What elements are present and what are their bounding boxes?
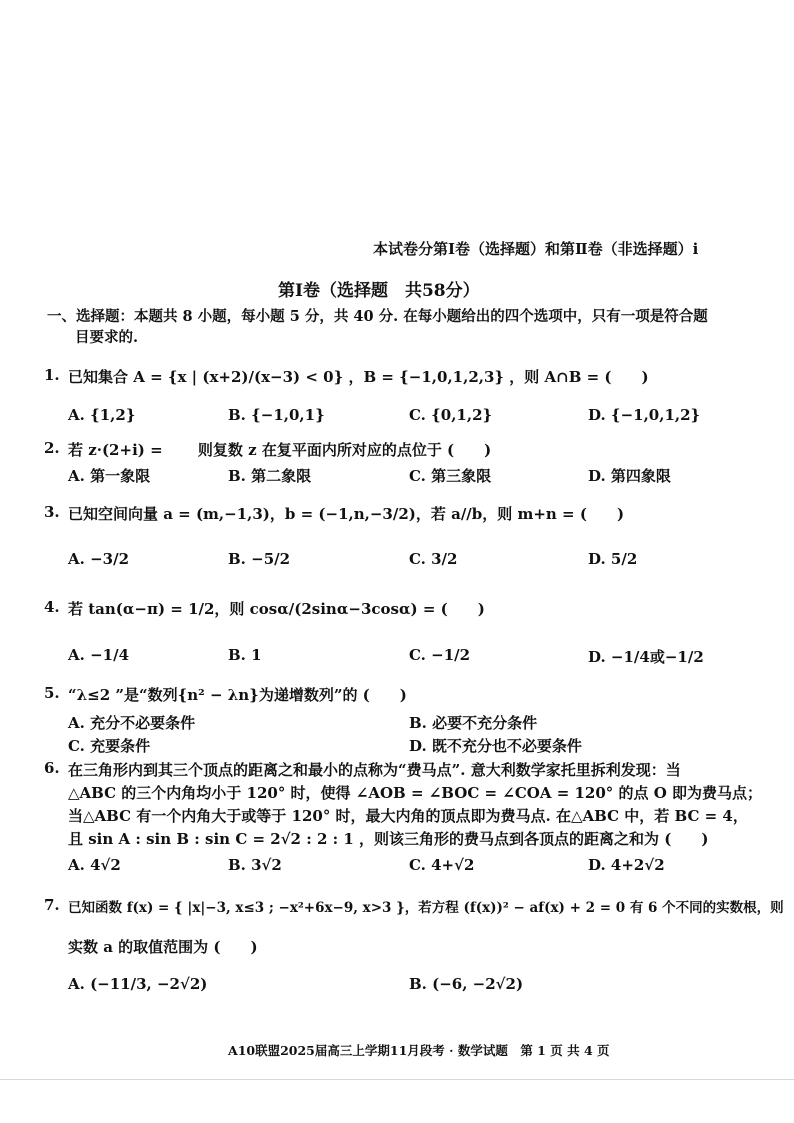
- option-b[interactable]: B. 3√2: [228, 856, 282, 874]
- question-stem-line2: △ABC 的三个内角均小于 120° 时，使得 ∠AOB = ∠BOC = ∠COA = 120° 的点 O 即为费马点；: [68, 784, 763, 802]
- option-a[interactable]: A. {1,2}: [68, 406, 136, 424]
- option-a[interactable]: A. 4√2: [68, 856, 121, 874]
- option-a[interactable]: A. −3/2: [68, 550, 130, 568]
- question-number: 2.: [44, 439, 60, 457]
- question-number: 1.: [44, 366, 60, 384]
- option-b[interactable]: B. 第二象限: [228, 467, 312, 485]
- option-c[interactable]: C. {0,1,2}: [409, 406, 493, 424]
- question-number: 3.: [44, 503, 60, 521]
- question-stem-line3: 当△ABC 有一个内角大于或等于 120° 时，最大内角的顶点即为费马点. 在△ABC 中，若 BC = 4，: [68, 807, 748, 825]
- question-stem-line4: 且 sin A : sin B : sin C = 2√2 : 2 : 1 ，则该三角形的费马点到各顶点的距离之和为 ( ): [68, 830, 709, 848]
- option-c[interactable]: C. 充要条件: [68, 737, 151, 755]
- question-stem: “λ≤2 ”是“数列{n² − λn}为递增数列”的 ( ): [68, 686, 407, 704]
- option-b[interactable]: B. 必要不充分条件: [409, 714, 538, 732]
- option-b[interactable]: B. {−1,0,1}: [228, 406, 325, 424]
- option-a[interactable]: A. (−11/3, −2√2): [68, 975, 208, 993]
- option-d[interactable]: D. {−1,0,1,2}: [588, 406, 701, 424]
- option-a[interactable]: A. 第一象限: [68, 467, 151, 485]
- option-d[interactable]: D. 既不充分也不必要条件: [409, 737, 582, 755]
- question-stem-line1: 在三角形内到其三个顶点的距离之和最小的点称为“费马点”. 意大利数学家托里拆利发现：当: [68, 761, 681, 779]
- divider: [0, 1079, 794, 1080]
- option-d[interactable]: D. −1/4或−1/2: [588, 648, 704, 666]
- option-d[interactable]: D. 4+2√2: [588, 856, 665, 874]
- question-stem: 若 z·(2+i) = 则复数 z 在复平面内所对应的点位于 ( ): [68, 441, 492, 459]
- part-title: 第Ⅰ卷（选择题 共58分）: [278, 281, 480, 301]
- option-c[interactable]: C. 4+√2: [409, 856, 475, 874]
- page-footer: A10联盟2025届高三上学期11月段考 · 数学试题 第 1 页 共 4 页: [228, 1043, 610, 1058]
- section-instruction-line1: 一、选择题：本题共 8 小题，每小题 5 分，共 40 分. 在每小题给出的四个选项中，只有一项是符合题: [47, 308, 708, 325]
- question-number: 6.: [44, 759, 60, 777]
- option-b[interactable]: B. 1: [228, 646, 262, 664]
- option-a[interactable]: A. 充分不必要条件: [68, 714, 196, 732]
- option-d[interactable]: D. 5/2: [588, 550, 638, 568]
- question-number: 5.: [44, 684, 60, 702]
- header-note: 本试卷分第Ⅰ卷（选择题）和第Ⅱ卷（非选择题）i: [373, 240, 699, 258]
- option-a[interactable]: A. −1/4: [68, 646, 130, 664]
- option-b[interactable]: B. (−6, −2√2): [409, 975, 524, 993]
- question-stem-line2: 实数 a 的取值范围为 ( ): [68, 938, 258, 956]
- question-stem: 已知函数 f(x) = { |x|−3, x≤3 ; −x²+6x−9, x>3 }，若方程 (f(x))² − af(x) + 2 = 0 有 6 个不同的实数根，则: [68, 900, 784, 916]
- option-d[interactable]: D. 第四象限: [588, 467, 671, 485]
- question-number: 7.: [44, 896, 60, 914]
- question-stem: 已知空间向量 a = (m,−1,3)，b = (−1,n,−3/2)，若 a//b，则 m+n = ( ): [68, 505, 625, 523]
- question-number: 4.: [44, 598, 60, 616]
- section-instruction-line2: 目要求的.: [75, 329, 139, 346]
- option-c[interactable]: C. −1/2: [409, 646, 471, 664]
- option-c[interactable]: C. 第三象限: [409, 467, 492, 485]
- option-b[interactable]: B. −5/2: [228, 550, 291, 568]
- question-stem: 若 tan(α−π) = 1/2，则 cosα/(2sinα−3cosα) = ( ): [68, 600, 485, 618]
- question-stem: 已知集合 A = {x | (x+2)/(x−3) < 0} ，B = {−1,0,1,2,3} ，则 A∩B = ( ): [68, 368, 649, 386]
- option-c[interactable]: C. 3/2: [409, 550, 458, 568]
